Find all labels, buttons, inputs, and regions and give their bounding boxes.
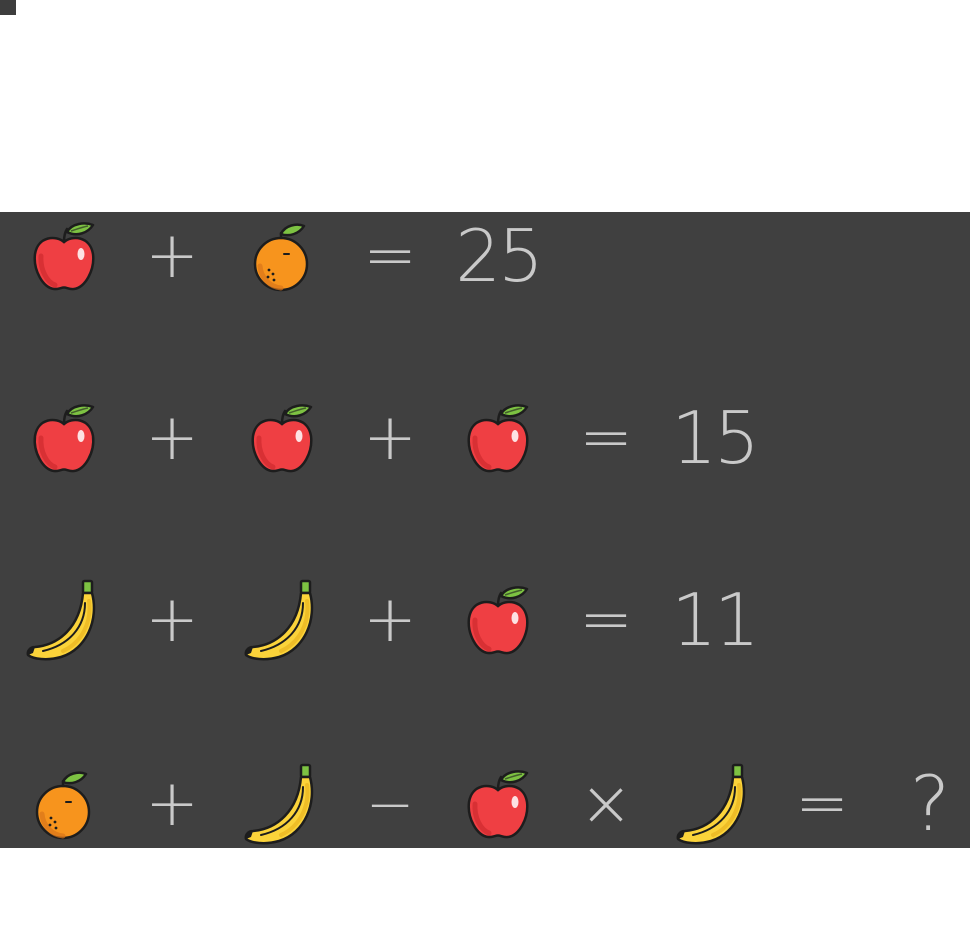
apple-icon <box>465 402 531 474</box>
result-value: 11 <box>671 578 757 662</box>
plus-operator: + <box>363 401 417 475</box>
equals-operator: = <box>579 583 633 657</box>
banana-icon <box>243 763 321 845</box>
plus-operator: + <box>145 219 199 293</box>
orange-icon <box>34 768 94 840</box>
plus-operator: + <box>145 767 199 841</box>
apple-icon <box>249 402 315 474</box>
corner-mark <box>0 0 16 15</box>
plus-operator: + <box>145 583 199 657</box>
apple-icon <box>465 768 531 840</box>
equals-operator: = <box>795 767 849 841</box>
unknown-result: ? <box>909 759 951 848</box>
plus-operator: + <box>145 401 199 475</box>
plus-operator: + <box>363 583 417 657</box>
banana-icon <box>25 579 103 661</box>
equals-operator: = <box>579 401 633 475</box>
equals-operator: = <box>363 219 417 293</box>
apple-icon <box>31 402 97 474</box>
orange-icon <box>252 220 312 292</box>
minus-operator: − <box>365 770 415 838</box>
banana-icon <box>243 579 321 661</box>
result-value: 15 <box>671 396 757 480</box>
apple-icon <box>31 220 97 292</box>
times-operator: × <box>579 767 633 841</box>
puzzle-panel <box>0 212 970 848</box>
apple-icon <box>465 584 531 656</box>
banana-icon <box>675 763 753 845</box>
result-value: 25 <box>455 214 541 298</box>
